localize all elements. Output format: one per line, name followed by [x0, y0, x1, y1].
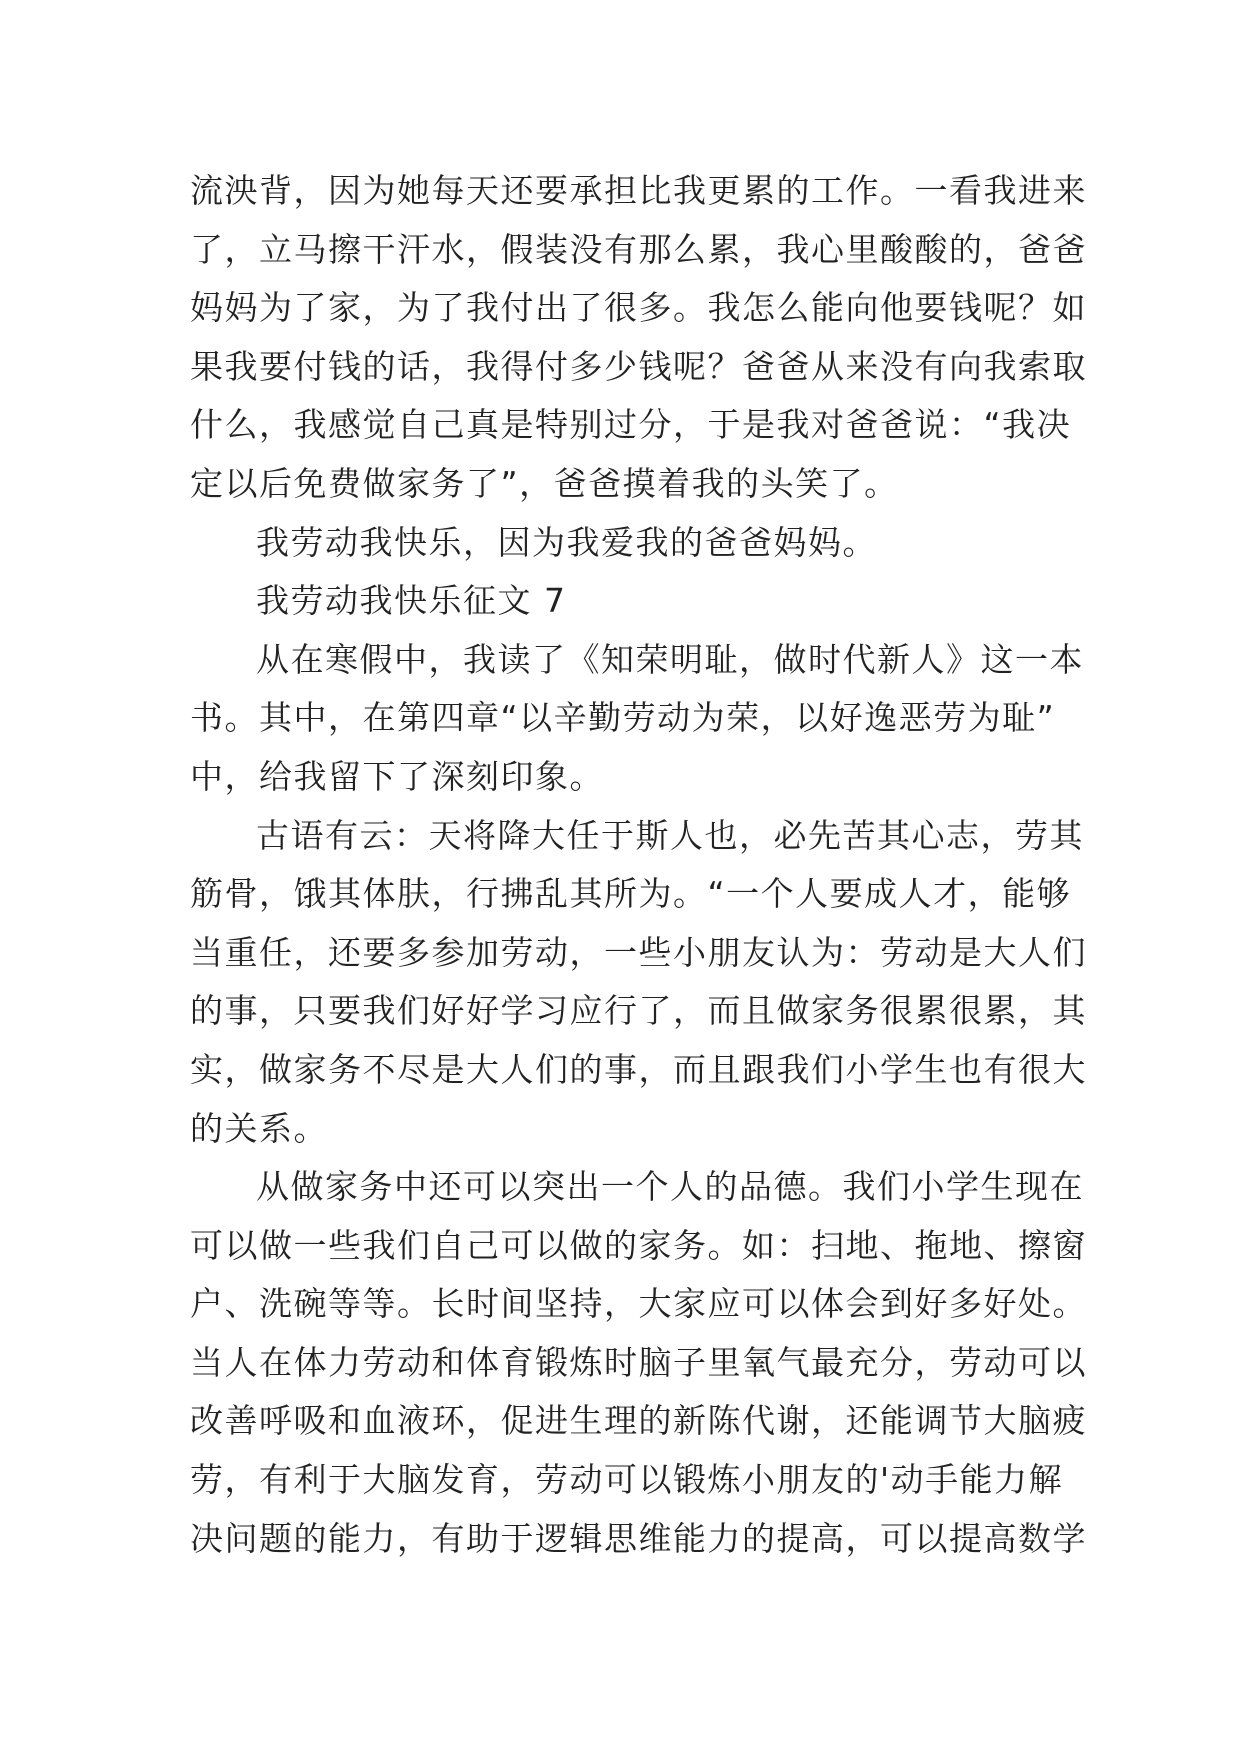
text-line: 可以做一些我们自己可以做的家务。如：扫地、拖地、擦窗 [190, 1225, 1087, 1265]
text-line: 当重任，还要多参加劳动，一些小朋友认为：劳动是大人们 [190, 932, 1087, 972]
text-line: 定以后免费做家务了”，爸爸摸着我的头笑了。 [190, 463, 899, 503]
paragraph [190, 162, 1087, 514]
text-line: 中，给我留下了深刻印象。 [190, 756, 604, 796]
text-line: 户、洗碗等等。长时间坚持，大家应可以体会到好多好处。 [190, 1284, 1087, 1324]
text-line: 改善呼吸和血液环，促进生理的新陈代谢，还能调节大脑疲 [190, 1401, 1087, 1441]
paragraph [190, 514, 1052, 573]
document-body [190, 162, 1087, 1568]
text-line: 古语有云：天将降大任于斯人也，必先苦其心志，劳其 [256, 815, 1084, 855]
text-line: 书。其中，在第四章“以辛勤劳动为荣，以好逸恶劳为耻” [190, 698, 1056, 738]
text-line: 从在寒假中，我读了《知荣明耻，做时代新人》这一本 [256, 639, 1084, 679]
text-line: 什么，我感觉自己真是特别过分，于是我对爸爸说：“我决 [190, 405, 1072, 445]
text-line: 从做家务中还可以突出一个人的品德。我们小学生现在 [256, 1167, 1084, 1207]
text-line: 的事，只要我们好好学习应行了，而且做家务很累很累，其 [190, 991, 1087, 1031]
text-line: 筋骨，饿其体肤，行拂乱其所为。“一个人要成人才，能够 [190, 874, 1072, 914]
text-line: 决问题的能力，有助于逻辑思维能力的提高，可以提高数学 [190, 1518, 1087, 1558]
text-line: 实，做家务不尽是大人们的事，而且跟我们小学生也有很大 [190, 1049, 1087, 1089]
text-line: 当人在体力劳动和体育锻炼时脑子里氧气最充分，劳动可以 [190, 1342, 1087, 1382]
text-line: 流泱背，因为她每天还要承担比我更累的工作。一看我进来 [190, 171, 1087, 210]
text-line: 了，立马擦干汗水，假装没有那么累，我心里酸酸的，爸爸 [190, 229, 1087, 269]
paragraph [190, 572, 1052, 631]
text-line: 我劳动我快乐，因为我爱我的爸爸妈妈。 [256, 522, 877, 562]
text-line: 妈妈为了家，为了我付出了很多。我怎么能向他要钱呢？如 [190, 288, 1087, 328]
paragraph [190, 1158, 1087, 1568]
text-line: 的关系。 [190, 1108, 328, 1148]
paragraph [190, 807, 1087, 1159]
text-line: 劳，有利于大脑发育，劳动可以锻炼小朋友的'动手能力解 [190, 1460, 1064, 1500]
text-line: 我劳动我快乐征文 7 [256, 581, 567, 621]
text-line: 果我要付钱的话，我得付多少钱呢？爸爸从来没有向我索取 [190, 346, 1087, 386]
paragraph [190, 631, 1084, 807]
